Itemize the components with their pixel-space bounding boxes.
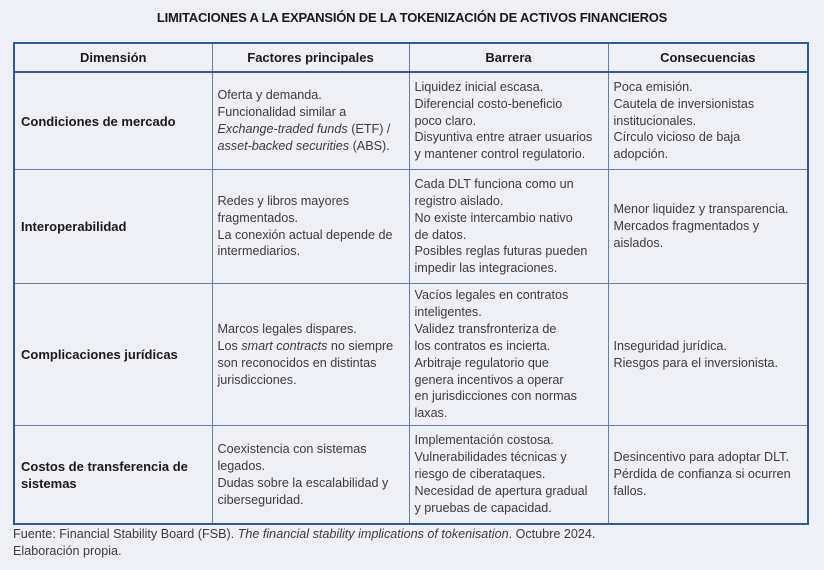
- cell-text-line: en jurisdicciones con normas: [414, 389, 577, 404]
- text-segment: Funcionalidad similar a: [217, 105, 347, 120]
- cell-text-line: Validez transfronteriza de: [414, 321, 557, 336]
- cell-text-line: [218, 475, 404, 492]
- header-dimension: Dimensión: [14, 43, 212, 72]
- dimension-cell: Interoperabilidad: [14, 170, 212, 284]
- cell-text-line: [218, 121, 404, 138]
- cell-text-line: Mercados fragmentados y: [613, 219, 760, 234]
- barrera-cell: [409, 72, 608, 170]
- text-segment: La conexión actual depende de: [217, 227, 393, 242]
- factores-cell: [212, 426, 409, 525]
- barrera-cell: [409, 284, 608, 426]
- text-segment: intermediarios.: [217, 244, 301, 259]
- text-segment: jurisdicciones.: [217, 372, 297, 387]
- factores-cell: [212, 284, 409, 426]
- source-suffix: . Octubre 2024.: [508, 527, 596, 541]
- cell-text-line: [218, 321, 404, 338]
- dimension-cell: Complicaciones jurídicas: [14, 284, 212, 426]
- table-title: LIMITACIONES A LA EXPANSIÓN DE LA TOKENIZACIÓN DE ACTIVOS FINANCIEROS: [156, 10, 668, 25]
- factores-cell: [212, 72, 409, 170]
- cell-text-line: genera incentivos a operar: [414, 372, 564, 387]
- header-consecuencias: Consecuencias: [608, 43, 808, 72]
- cell-text-line: Círculo vicioso de baja: [613, 130, 741, 145]
- consecuencias-cell: [608, 72, 808, 170]
- cell-text-line: [218, 492, 404, 509]
- text-segment: Los: [217, 338, 242, 353]
- source-footer: [13, 526, 595, 560]
- barrera-cell: [409, 170, 608, 284]
- factores-cell: [212, 170, 409, 284]
- text-segment: Redes y libros mayores: [217, 193, 350, 208]
- source-line: [13, 526, 595, 543]
- text-segment: (ETF) /: [347, 122, 391, 136]
- cell-text-line: inteligentes.: [414, 304, 482, 319]
- text-segment: Oferta y demanda.: [217, 88, 322, 103]
- text-segment: ciberseguridad.: [217, 492, 304, 507]
- source-title: The financial stability implications of tokenisation: [237, 527, 509, 541]
- cell-text-line: Inseguridad jurídica.: [613, 338, 727, 353]
- consecuencias-cell: [608, 284, 808, 426]
- cell-text-line: laxas.: [414, 406, 448, 421]
- italic-term: smart contracts: [241, 338, 328, 353]
- dimension-cell: [14, 426, 212, 525]
- cell-text-line: de datos.: [414, 227, 467, 242]
- cell-text-line: Desincentivo para adoptar DLT.: [613, 450, 789, 465]
- italic-term: Exchange-traded funds: [217, 122, 348, 136]
- cell-text-line: [218, 372, 404, 389]
- cell-text-line: [218, 338, 404, 355]
- text-segment: (ABS).: [349, 138, 390, 153]
- cell-text-line: [218, 87, 404, 104]
- cell-text-line: Posibles reglas futuras pueden: [414, 244, 588, 259]
- cell-text-line: Poca emisión.: [613, 79, 693, 94]
- cell-text-line: [218, 355, 404, 372]
- header-barrera: Barrera: [409, 43, 608, 72]
- cell-text-line: Diferencial costo-beneficio: [414, 96, 563, 111]
- cell-text-line: No existe intercambio nativo: [414, 210, 573, 225]
- cell-text-line: [218, 104, 404, 121]
- limitations-table: [13, 42, 809, 525]
- cell-text-line: Liquidez inicial escasa.: [414, 79, 544, 94]
- table-header-row: [14, 43, 808, 72]
- cell-text-line: Necesidad de apertura gradual: [414, 484, 588, 499]
- cell-text-line: Arbitraje regulatorio que: [414, 355, 549, 370]
- cell-text-line: [218, 243, 404, 260]
- cell-text-line: [218, 458, 404, 475]
- cell-text-line: [218, 227, 404, 244]
- cell-text-line: sistemas: [21, 475, 77, 491]
- source-prefix: Fuente: Financial Stability Board (FSB).: [13, 527, 238, 541]
- text-segment: Marcos legales dispares.: [217, 321, 357, 336]
- cell-text-line: Disyuntiva entre atraer usuarios: [414, 130, 593, 145]
- cell-text-line: Menor liquidez y transparencia.: [613, 202, 789, 217]
- text-segment: fragmentados.: [217, 210, 299, 225]
- cell-text-line: [218, 193, 404, 210]
- cell-text-line: y pruebas de capacidad.: [414, 501, 552, 516]
- cell-text-line: Cautela de inversionistas: [613, 96, 755, 111]
- barrera-cell: [409, 426, 608, 525]
- text-segment: Coexistencia con sistemas: [217, 441, 367, 456]
- cell-text-line: fallos.: [613, 484, 647, 499]
- text-segment: no siempre: [327, 338, 394, 353]
- consecuencias-cell: [608, 170, 808, 284]
- cell-text-line: los contratos es incierta.: [414, 338, 551, 353]
- cell-text-line: Riesgos para el inversionista.: [613, 355, 778, 370]
- consecuencias-cell: [608, 426, 808, 525]
- italic-term: asset-backed securities: [217, 138, 350, 153]
- text-segment: legados.: [217, 458, 266, 473]
- text-segment: Dudas sobre la escalabilidad y: [217, 475, 389, 490]
- table-row: [14, 284, 808, 426]
- cell-text-line: Vacíos legales en contratos: [414, 288, 569, 302]
- cell-text-line: Cada DLT funciona como un: [414, 176, 574, 191]
- cell-text-line: aislados.: [613, 235, 664, 250]
- cell-text-line: impedir las integraciones.: [414, 261, 558, 276]
- header-factores: Factores principales: [212, 43, 409, 72]
- elaboration-note: Elaboración propia.: [13, 544, 122, 558]
- table-row: [14, 170, 808, 284]
- cell-text-line: adopción.: [613, 147, 669, 162]
- cell-text-line: [218, 138, 404, 155]
- text-segment: son reconocidos en distintas: [217, 355, 377, 370]
- cell-text-line: poco claro.: [414, 113, 477, 128]
- cell-text-line: [218, 441, 404, 458]
- cell-text-line: registro aislado.: [414, 193, 504, 208]
- cell-text-line: Pérdida de confianza si ocurren: [613, 467, 791, 482]
- cell-text-line: Vulnerabilidades técnicas y: [414, 450, 567, 465]
- cell-text-line: Costos de transferencia de: [21, 458, 188, 474]
- cell-text-line: riesgo de ciberataques.: [414, 467, 546, 482]
- cell-text-line: Implementación costosa.: [414, 433, 554, 448]
- table-row: [14, 426, 808, 525]
- cell-text-line: y mantener control regulatorio.: [414, 147, 586, 162]
- cell-text-line: [218, 210, 404, 227]
- dimension-cell: Condiciones de mercado: [14, 72, 212, 170]
- cell-text-line: institucionales.: [613, 113, 697, 128]
- table-row: [14, 72, 808, 170]
